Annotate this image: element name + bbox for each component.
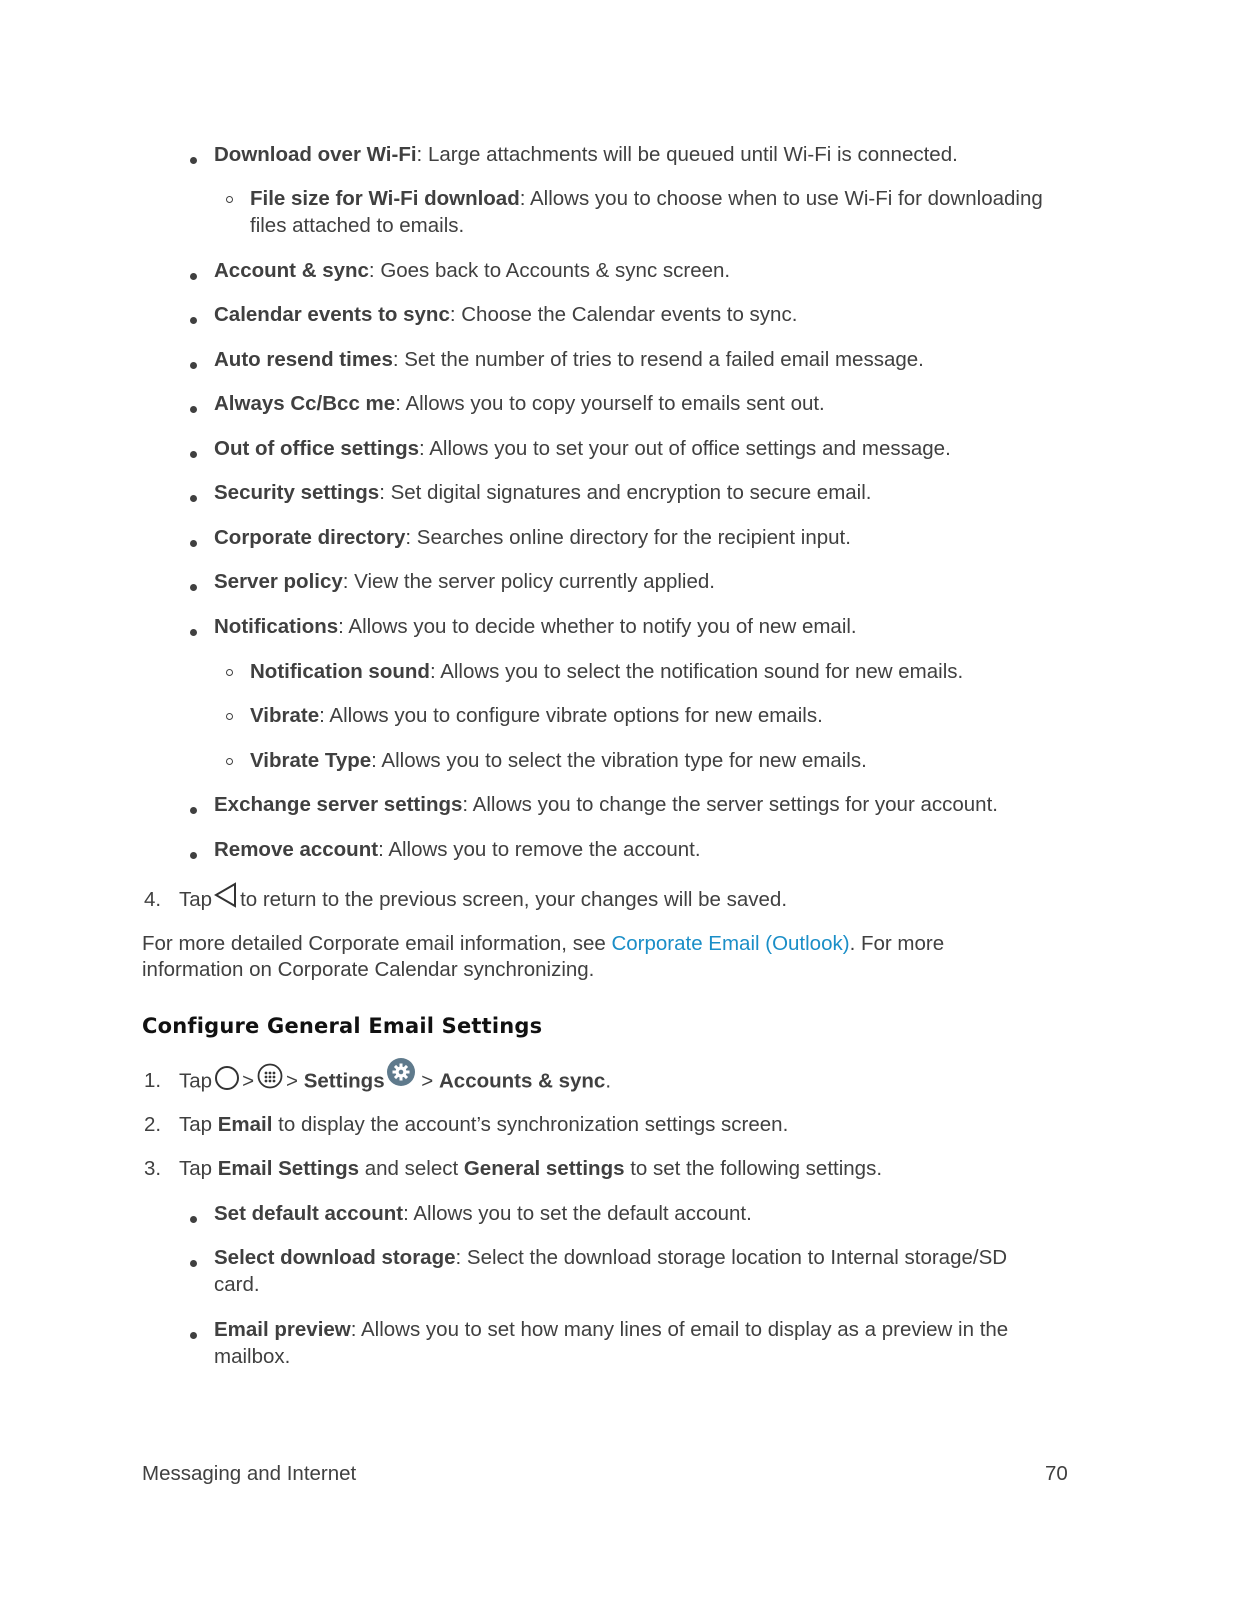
bullet: [190, 807, 197, 814]
bullet: [190, 852, 197, 859]
step-number: 1.: [144, 1069, 162, 1092]
apps-icon: [257, 1063, 283, 1089]
settings-gear-icon: [386, 1057, 416, 1087]
list-item-continuation: mailbox.: [214, 1345, 291, 1368]
sub-bullet: [226, 758, 233, 765]
list-item: Corporate directory: Searches online directory for the recipient input.: [214, 526, 851, 549]
page-number: 70: [1045, 1462, 1068, 1485]
list-item-continuation: card.: [214, 1273, 260, 1296]
bullet: [190, 317, 197, 324]
list-item: Vibrate Type: Allows you to select the vibration type for new emails.: [250, 749, 867, 772]
list-item: Account & sync: Goes back to Accounts & sync screen.: [214, 259, 731, 282]
list-item: Calendar events to sync: Choose the Calendar events to sync.: [214, 303, 798, 326]
bullet: [190, 495, 197, 502]
sub-bullet: [226, 669, 233, 676]
bullet: [190, 451, 197, 458]
step-text: Tap > > Settings > Accounts & sync.: [179, 1067, 611, 1097]
list-item-continuation: files attached to emails.: [250, 214, 465, 237]
step-number: 4.: [144, 888, 162, 911]
list-item: Notification sound: Allows you to select the notification sound for new emails.: [250, 660, 964, 683]
footer-section-title: Messaging and Internet: [142, 1462, 357, 1485]
list-item: Security settings: Set digital signatures and encryption to secure email.: [214, 481, 872, 504]
bullet: [190, 406, 197, 413]
list-item: Email preview: Allows you to set how many lines of email to display as a preview in the: [214, 1318, 1009, 1341]
sub-bullet: [226, 196, 233, 203]
list-item: Remove account: Allows you to remove the account.: [214, 838, 701, 861]
list-item: Download over Wi-Fi: Large attachments will be queued until Wi-Fi is connected.: [214, 143, 958, 166]
list-item: Exchange server settings: Allows you to change the server settings for your account.: [214, 793, 998, 816]
bullet: [190, 362, 197, 369]
bullet: [190, 1332, 197, 1339]
paragraph-continuation: information on Corporate Calendar synchronizing.: [142, 958, 595, 981]
step-number: 2.: [144, 1113, 162, 1136]
corporate-email-link[interactable]: Corporate Email (Outlook): [611, 932, 850, 955]
bullet: [190, 540, 197, 547]
list-item: Always Cc/Bcc me: Allows you to copy yourself to emails sent out.: [214, 392, 825, 415]
list-item: Out of office settings: Allows you to set your out of office settings and message.: [214, 437, 951, 460]
section-heading: Configure General Email Settings: [142, 1014, 543, 1038]
paragraph: For more detailed Corporate email information, see Corporate Email (Outlook). For more: [142, 932, 945, 955]
step-number: 3.: [144, 1157, 162, 1180]
list-item: Vibrate: Allows you to configure vibrate options for new emails.: [250, 704, 823, 727]
list-item: Notifications: Allows you to decide whether to notify you of new email.: [214, 615, 857, 638]
bullet: [190, 1216, 197, 1223]
bullet: [190, 157, 197, 164]
list-item: Auto resend times: Set the number of tries to resend a failed email message.: [214, 348, 924, 371]
bullet: [190, 629, 197, 636]
list-item: Select download storage: Select the download storage location to Internal storage/SD: [214, 1246, 1008, 1269]
step-text: Tap to return to the previous screen, your changes will be saved.: [179, 886, 787, 914]
list-item: File size for Wi-Fi download: Allows you to choose when to use Wi-Fi for downloading: [250, 187, 1043, 210]
bullet: [190, 584, 197, 591]
bullet: [190, 1260, 197, 1267]
back-triangle-icon: [214, 882, 238, 908]
list-item: Set default account: Allows you to set the default account.: [214, 1202, 752, 1225]
home-circle-icon: [215, 1066, 239, 1090]
step-text: Tap Email to display the account’s synchronization settings screen.: [179, 1113, 789, 1136]
list-item: Server policy: View the server policy currently applied.: [214, 570, 715, 593]
step-text: Tap Email Settings and select General settings to set the following settings.: [179, 1157, 883, 1180]
sub-bullet: [226, 713, 233, 720]
bullet: [190, 273, 197, 280]
